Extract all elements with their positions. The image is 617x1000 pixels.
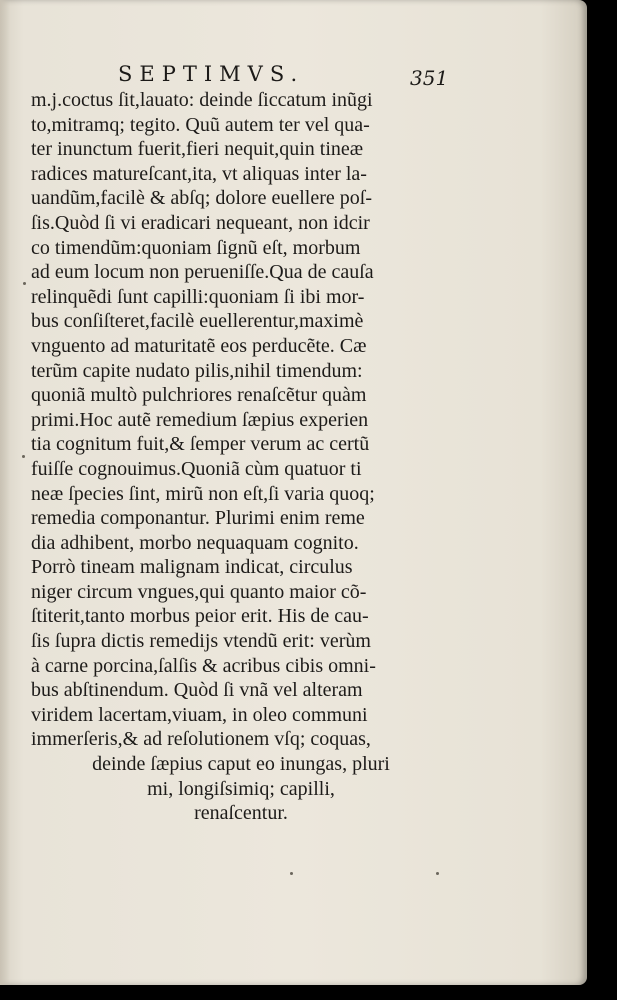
body-text <box>31 88 451 826</box>
text-line: Porrò tineam malignam indicat, circulus <box>31 556 353 579</box>
text-line: bus abſtinendum. Quòd ſi vnã vel alteram <box>31 679 363 702</box>
text-line-centered: renaſcentur. <box>194 802 288 825</box>
ink-speck <box>436 872 439 875</box>
text-line: relinquẽdi ſunt capilli:quoniam ſi ibi mor- <box>31 285 365 308</box>
text-line: niger circum vngues,qui quanto maior cõ- <box>31 580 367 603</box>
page-number: 351 <box>410 66 449 90</box>
text-line: m.j.coctus ſit,lauato: deinde ſiccatum inũgi <box>31 89 373 111</box>
text-line: ad eum locum non perueniſſe.Qua de cauſa <box>31 261 374 284</box>
text-line: ſis ſupra dictis remedijs vtendũ erit: verùm <box>31 630 371 653</box>
text-line: à carne porcina,ſalſis & acribus cibis omni- <box>31 654 376 677</box>
text-line: ſtiterit,tanto morbus peior erit. His de cau- <box>31 605 369 628</box>
page-gutter-shadow <box>0 0 10 985</box>
text-line: co timendũm:quoniam ſignũ eſt, morbum <box>31 236 361 259</box>
text-line: primi.Hoc autẽ remedium ſæpius experien <box>31 408 369 431</box>
text-line: terũm capite nudato pilis,nihil timendum: <box>31 359 363 382</box>
text-line: viridem lacertam,viuam, in oleo communi <box>31 703 368 726</box>
text-line: radices matureſcant,ita, vt aliquas inter la- <box>31 162 367 185</box>
text-line: remedia componantur. Plurimi enim reme <box>31 507 365 530</box>
text-line: quoniã multò pulchriores renaſcẽtur quàm <box>31 384 367 407</box>
ink-speck <box>290 872 293 875</box>
text-line: ſis.Quòd ſi vi eradicari nequeant, non idcir <box>31 211 370 234</box>
text-line: vnguento ad maturitatẽ eos perducẽte. Cæ <box>31 334 367 357</box>
text-line: neæ ſpecies ſint, mirũ non eſt,ſi varia quoq; <box>31 482 375 505</box>
running-head <box>0 60 587 90</box>
text-line-centered: deinde ſæpius caput eo inungas, pluri <box>92 753 390 776</box>
text-line: bus conſiſteret,facilè euellerentur,maximè <box>31 310 364 333</box>
text-line: to,mitramq; tegito. Quũ autem ter vel qua- <box>31 113 370 136</box>
ink-speck <box>23 282 26 285</box>
text-line: tia cognitum fuit,& ſemper verum ac certũ <box>31 433 370 456</box>
text-line-centered: mi, longiſsimiq; capilli, <box>147 777 335 800</box>
running-title: SEPTIMVS. <box>118 61 305 87</box>
text-line: immerſeris,& ad reſolutionem vſq; coquas, <box>31 728 371 751</box>
text-line: dia adhibent, morbo nequaquam cognito. <box>31 531 359 554</box>
ink-speck <box>22 455 25 458</box>
text-line: ter inunctum fuerit,fieri nequit,quin tineæ <box>31 138 364 161</box>
text-line: uandũm,facilè & abſq; dolore euellere poſ- <box>31 187 372 210</box>
text-line: fuiſſe cognouimus.Quoniã cùm quatuor ti <box>31 457 362 480</box>
